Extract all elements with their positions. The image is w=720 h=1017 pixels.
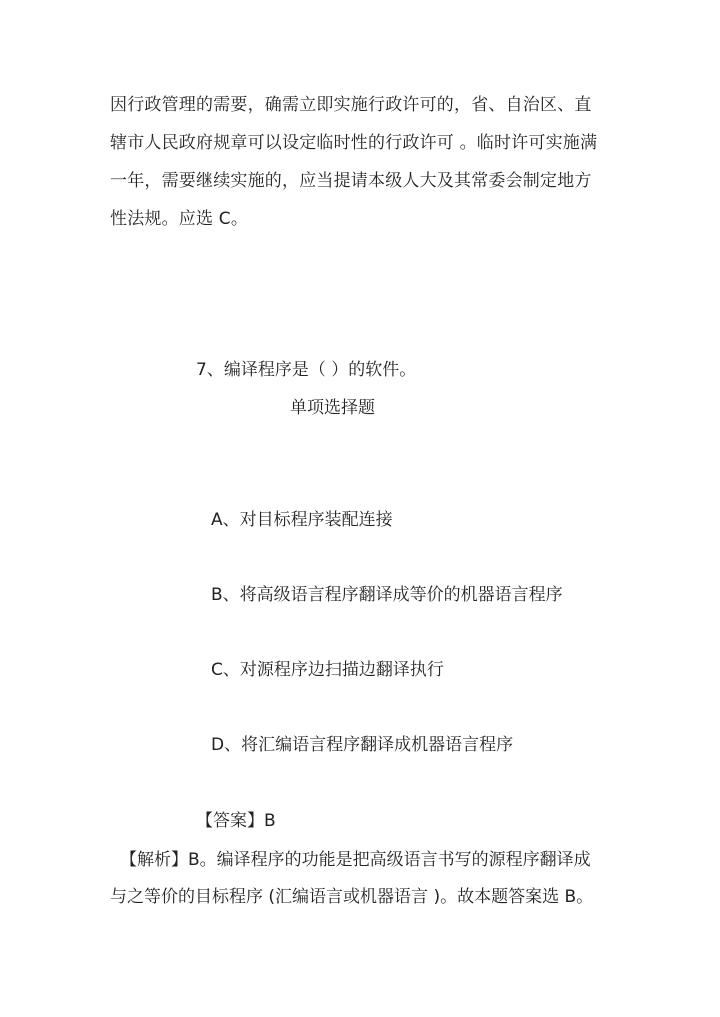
option-d: D、将汇编语言程序翻译成机器语言程序 [211,735,514,755]
question-text: 7、编译程序是（ ）的软件。 [196,360,417,380]
explanation-line: 【解析】B。编译程序的功能是把高级语言书写的源程序翻译成 [120,850,591,870]
intro-line: 性法规。应选 C。 [110,209,249,229]
explanation-line: 与之等价的目标程序 (汇编语言或机器语言 )。故本题答案选 B。 [110,887,594,907]
intro-line: 一年，需要继续实施的，应当提请本级人大及其常委会制定地方 [110,171,592,191]
option-b: B、将高级语言程序翻译成等价的机器语言程序 [211,585,563,605]
option-a: A、对目标程序装配连接 [211,510,393,530]
intro-line: 辖市人民政府规章可以设定临时性的行政许可 。临时许可实施满 [110,133,598,153]
question-type-label: 单项选择题 [290,398,375,418]
option-c: C、对源程序边扫描边翻译执行 [211,660,444,680]
intro-line: 因行政管理的需要，确需立即实施行政许可的，省、自治区、直 [110,95,592,115]
answer-line: 【答案】B [196,811,276,831]
